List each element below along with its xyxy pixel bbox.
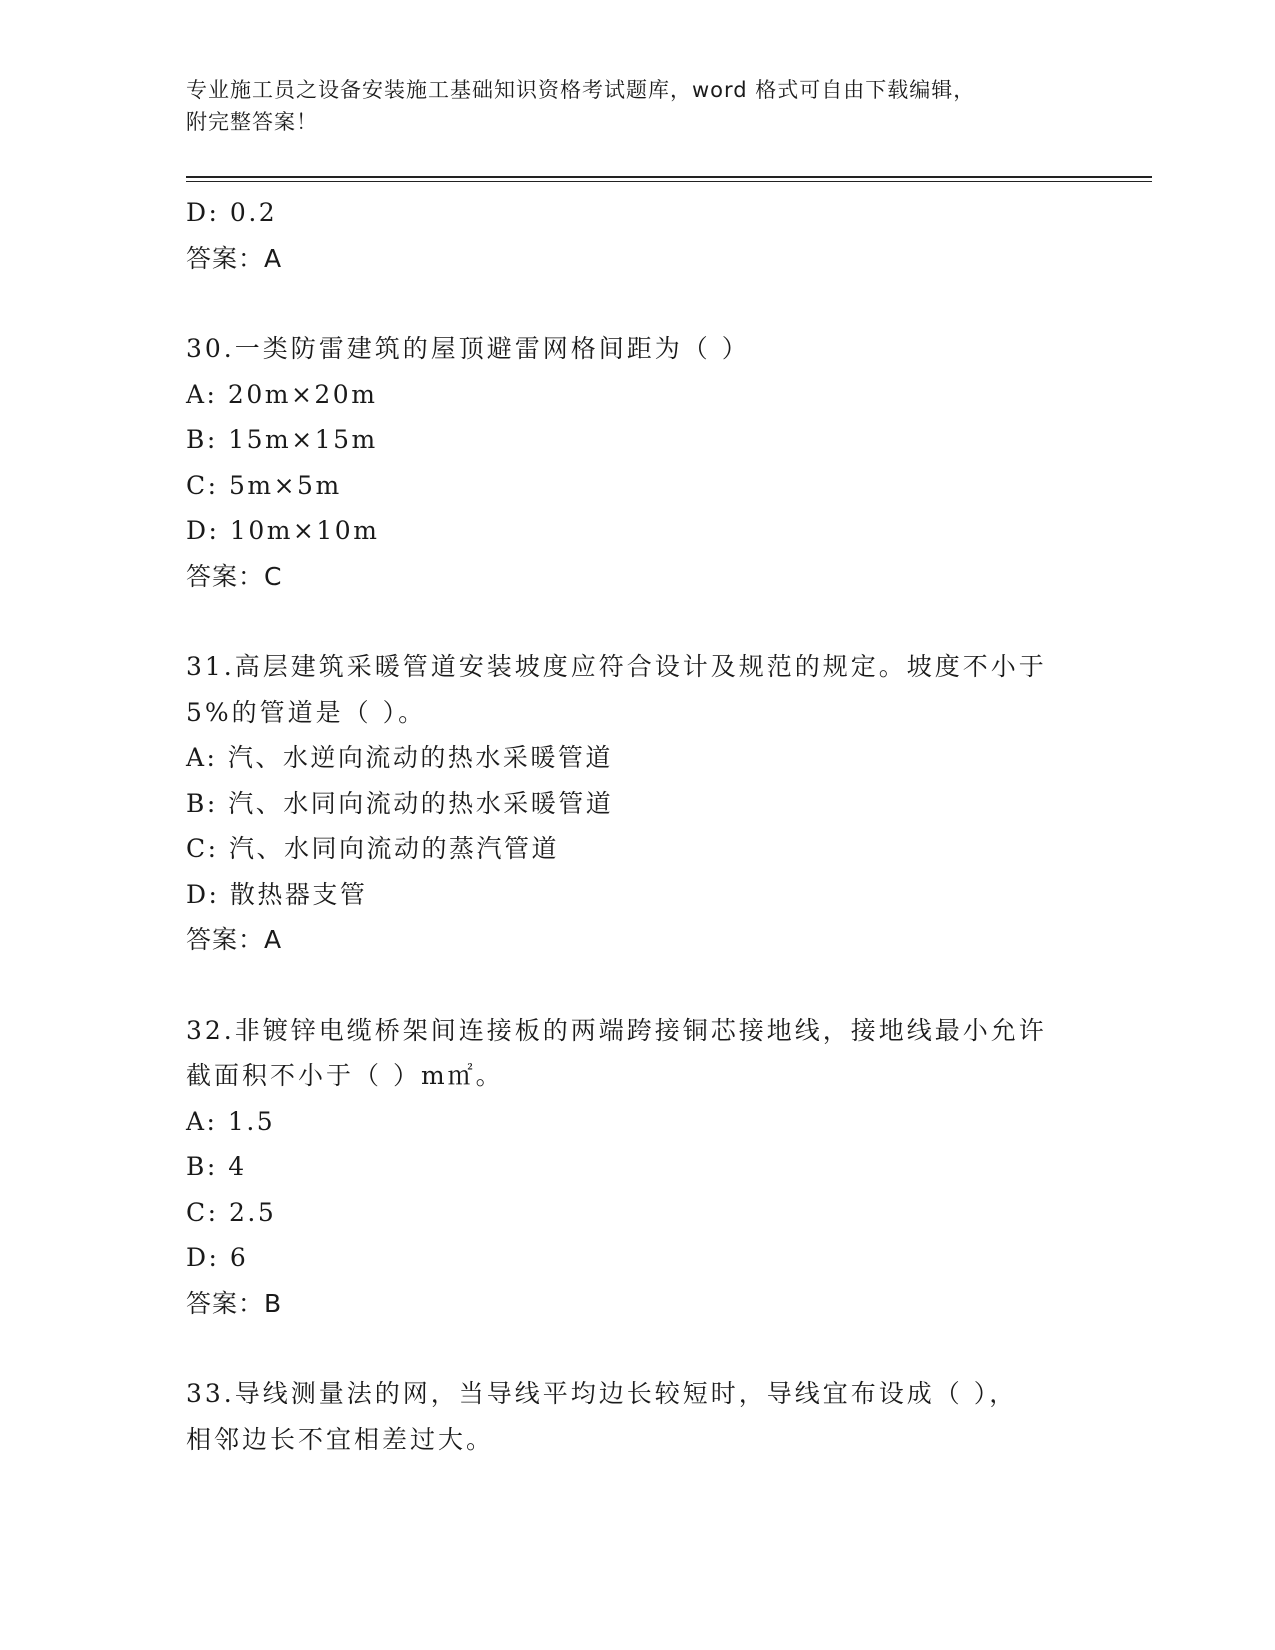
question-list (186, 190, 1086, 1462)
header-line-2: 附完整答案！ (186, 110, 318, 134)
option-c: C: 2.5 (186, 1197, 277, 1227)
question-text-line-2: 5%的管道是（ ）。 (186, 697, 427, 727)
header-divider (186, 176, 1152, 178)
question-33 (186, 1371, 1086, 1462)
question-text-line-2: 截面积不小于（ ）m㎡。 (186, 1061, 504, 1090)
option-a: A: 1.5 (186, 1106, 276, 1136)
previous-question-tail (186, 190, 1086, 281)
answer-line: 答案：B (186, 1288, 283, 1318)
header-line-1: 专业施工员之设备安装施工基础知识资格考试题库，word 格式可自由下载编辑， (186, 78, 976, 102)
option-c: C: 5m×5m (186, 470, 342, 500)
question-text-line-1: 32.非镀锌电缆桥架间连接板的两端跨接铜芯接地线，接地线最小允许 (186, 1015, 1047, 1045)
question-text-line-1: 33.导线测量法的网，当导线平均边长较短时，导线宜布设成（ ）， (186, 1379, 1018, 1408)
answer-line: 答案：C (186, 561, 283, 591)
question-text: 30.一类防雷建筑的屋顶避雷网格间距为（ ） (186, 334, 750, 363)
question-32 (186, 1008, 1086, 1327)
option-d: D: 6 (186, 1243, 249, 1272)
option-d: D: 散热器支管 (186, 879, 368, 909)
question-30 (186, 326, 1086, 599)
option-a: A: 汽、水逆向流动的热水采暖管道 (186, 743, 613, 772)
option-d: D: 10m×10m (186, 516, 380, 545)
header-divider-thin (186, 181, 1152, 182)
question-31 (186, 644, 1086, 963)
question-text-line-1: 31.高层建筑采暖管道安装坡度应符合设计及规范的规定。坡度不小于 (186, 652, 1047, 681)
option-c: C: 汽、水同向流动的蒸汽管道 (186, 834, 559, 863)
answer-line: 答案：A (186, 243, 283, 273)
option-b: B: 汽、水同向流动的热水采暖管道 (186, 788, 614, 818)
option-a: A: 20m×20m (186, 379, 378, 409)
question-text-line-2: 相邻边长不宜相差过大。 (186, 1424, 495, 1454)
option-b: B: 4 (186, 1152, 247, 1181)
option-b: B: 15m×15m (186, 425, 378, 454)
answer-line: 答案：A (186, 925, 283, 954)
page-header (186, 74, 1086, 138)
option-d: D: 0.2 (186, 198, 278, 227)
